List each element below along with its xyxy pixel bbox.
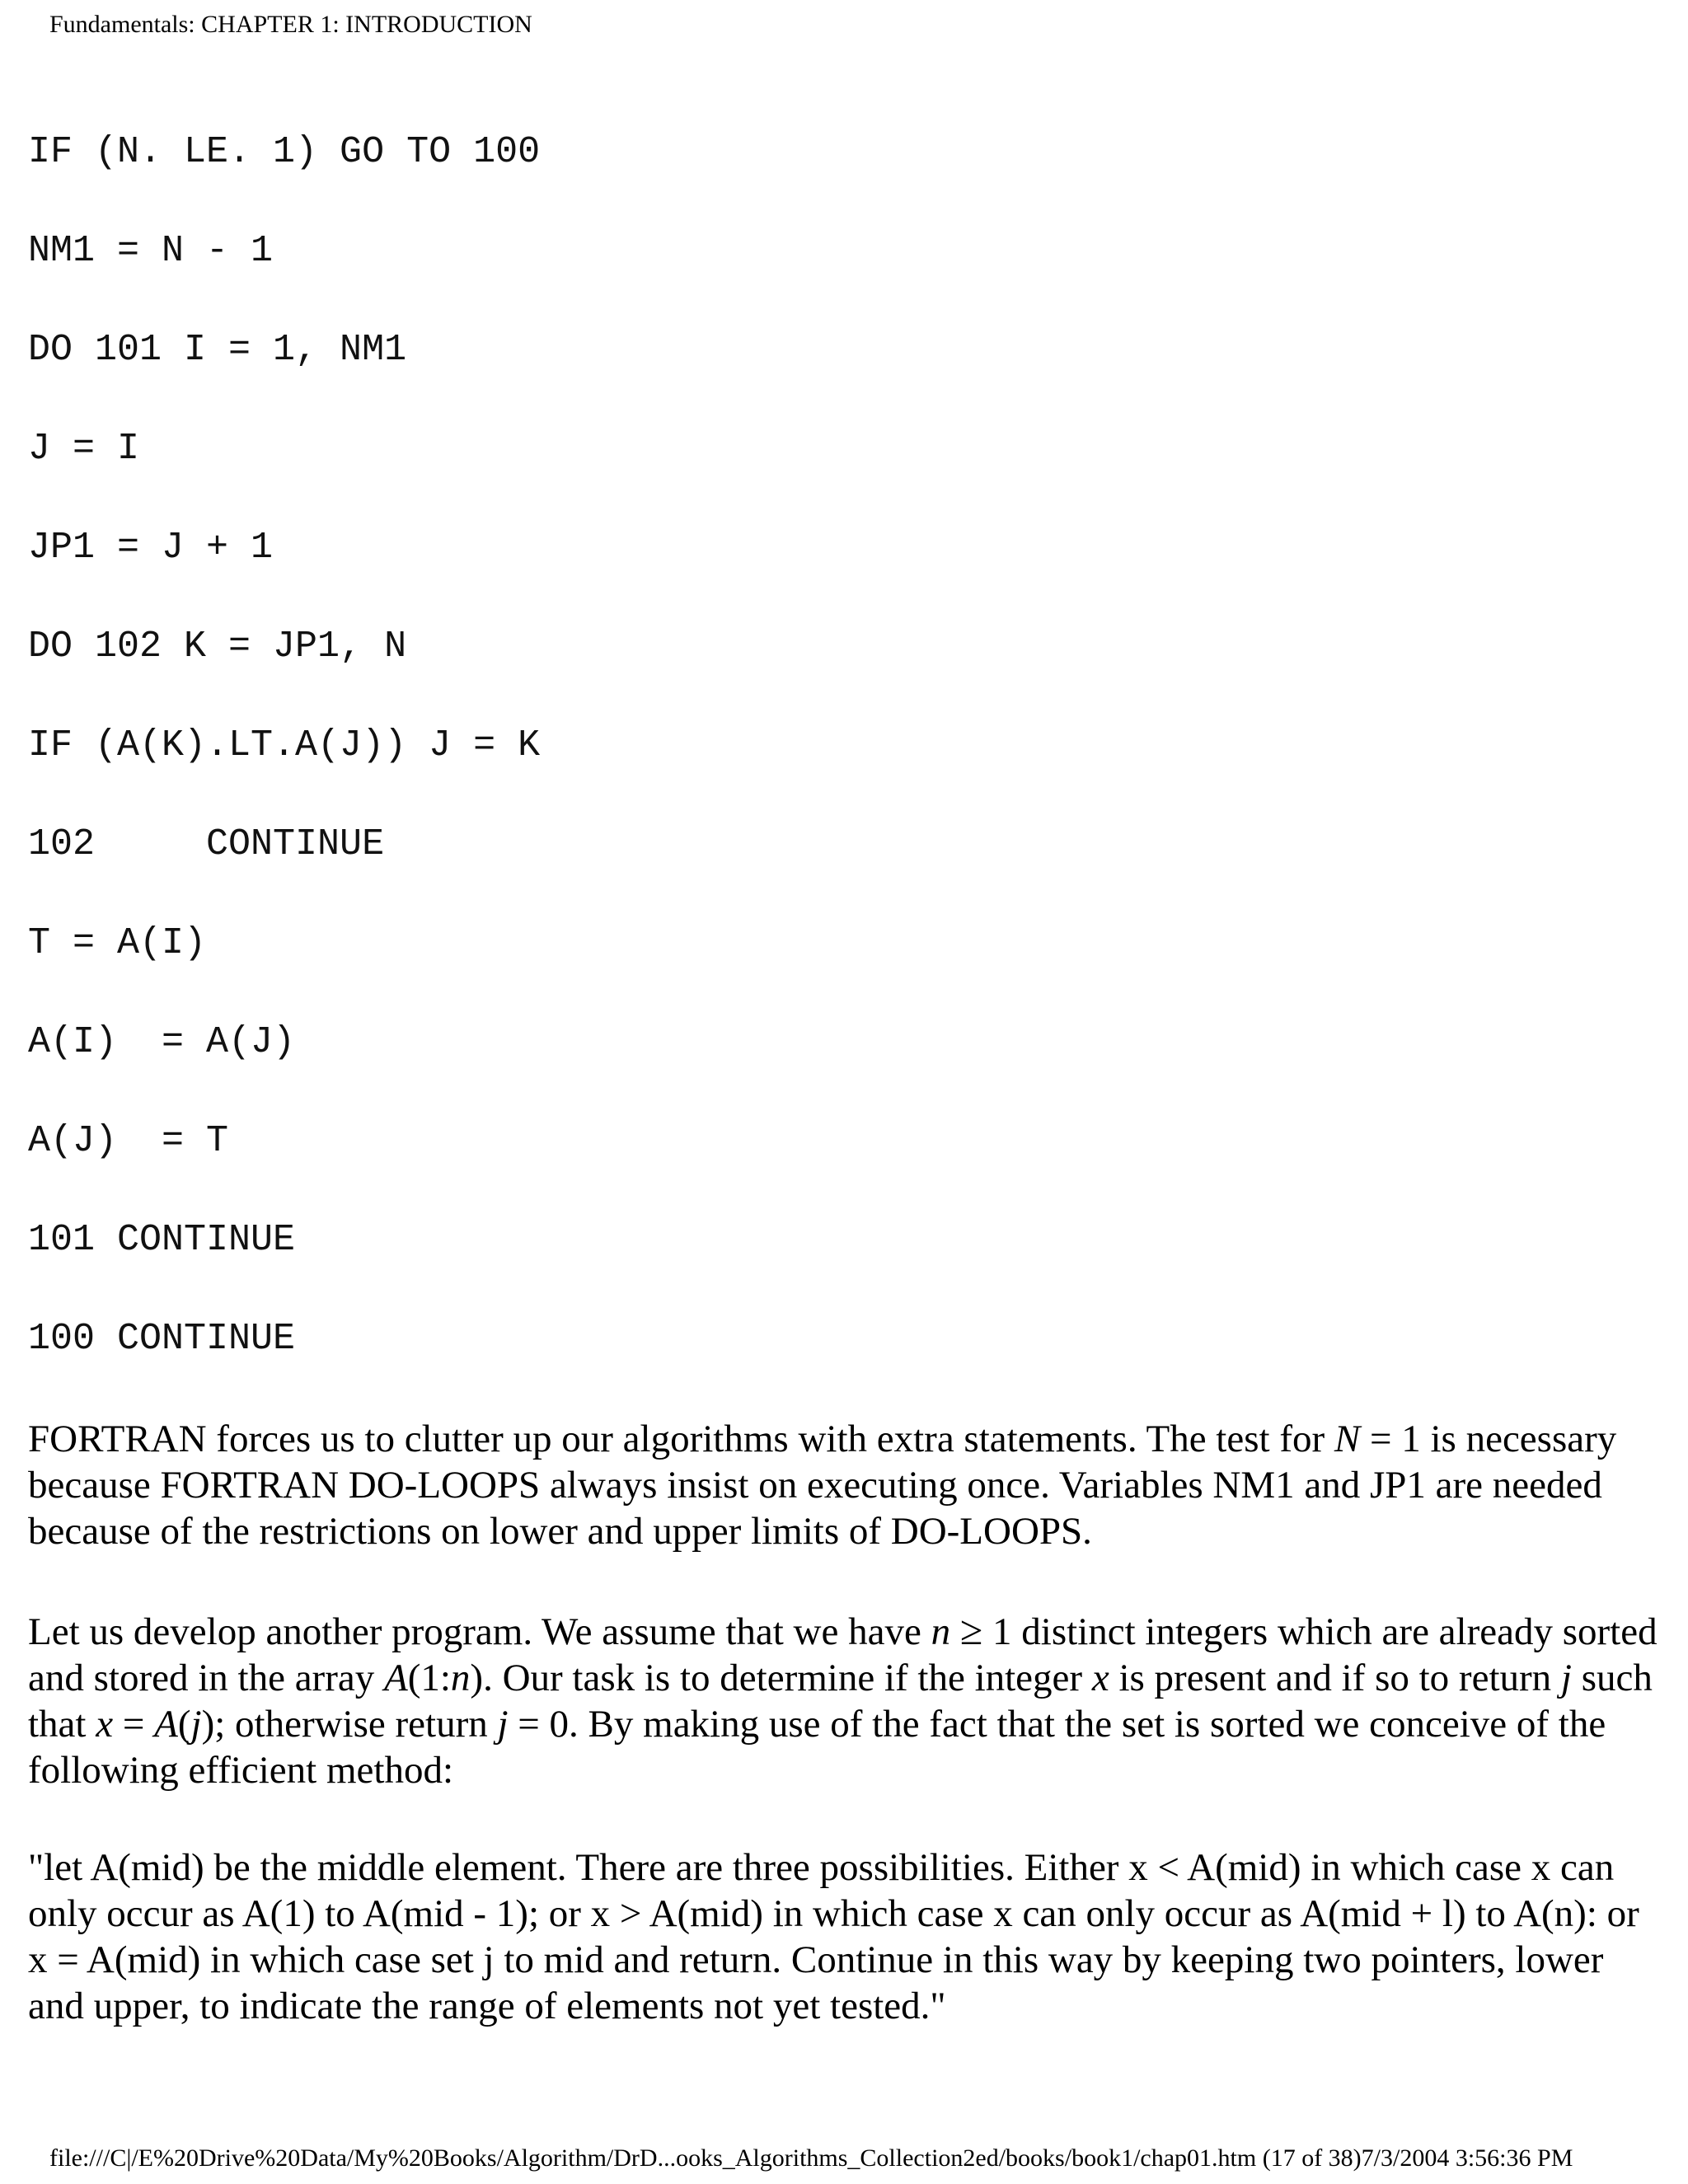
code-line: NM1 = N - 1 (28, 230, 274, 272)
variable-j: j (1560, 1657, 1572, 1699)
paragraph-binary-search-quote: "let A(mid) be the middle element. There are three possibilities. Either x < A(mid) in which case x can only occur as A(1) to A(mid - 1); or x > A(mid) in which case x can only occur as A(mid + l) to A(n): or x = A(mid) in which case set j to mid and return. Continue in this way by keeping two pointers, lower and upper, to indicate the range of elements not yet tested." (28, 1846, 1639, 2027)
array-a: A (154, 1703, 178, 1746)
text-run: 1 distinct integers which are already sorted and stored in the array (28, 1610, 1658, 1699)
array-a: A (383, 1657, 408, 1699)
variable-n: n (931, 1610, 951, 1653)
code-line: DO 101 I = 1, NM1 (28, 329, 407, 371)
variable-x: x (96, 1703, 114, 1746)
paragraph-fortran-clutter (28, 1416, 1668, 1554)
variable-j: j (190, 1703, 202, 1746)
text-run: such that (28, 1657, 1653, 1746)
fortran-code-block (28, 128, 540, 1413)
variable-n: N (1334, 1418, 1361, 1460)
paragraph-develop-program (28, 1607, 1668, 1793)
code-line: 100 CONTINUE (28, 1318, 296, 1360)
text-run: Let us develop another program. We assume that we have (28, 1610, 931, 1653)
text-run: FORTRAN forces us to clutter up our algorithms with extra statements. The test for (28, 1418, 1334, 1460)
code-line: IF (A(K).LT.A(J)) J = K (28, 724, 541, 766)
greater-equal-symbol: ≥ (959, 1607, 983, 1653)
page-header-title: Fundamentals: CHAPTER 1: INTRODUCTION (49, 11, 532, 38)
text-run: ). Our task is to determine if the integer (470, 1657, 1092, 1699)
text-run: = 1 is necessary because FORTRAN DO-LOOPS always insist on executing once. Variables NM1 and JP1 are needed because of the restrictions on lower and upper limits of DO-LOOPS. (28, 1418, 1617, 1553)
code-line: 101 CONTINUE (28, 1219, 296, 1261)
variable-x: x (1091, 1657, 1109, 1699)
text-run: = (113, 1703, 155, 1746)
code-line: A(J) = T (28, 1120, 229, 1162)
code-line: DO 102 K = JP1, N (28, 626, 407, 668)
text-run: (1: (407, 1657, 451, 1699)
code-line: JP1 = J + 1 (28, 527, 274, 569)
code-line: IF (N. LE. 1) GO TO 100 (28, 131, 541, 173)
code-line: J = I (28, 428, 140, 470)
text-run: ); otherwise return (201, 1703, 498, 1746)
variable-j: j (497, 1703, 509, 1746)
variable-n: n (450, 1657, 471, 1699)
code-line: T = A(I) (28, 922, 207, 964)
text-run: = 0. By making use of the fact that the set is sorted we conceive of the following efficient method: (28, 1703, 1606, 1792)
code-line: 102 CONTINUE (28, 823, 385, 865)
code-line: A(I) = A(J) (28, 1021, 296, 1063)
text-run: is present and if so to return (1109, 1657, 1561, 1699)
page-footer-file-path: file:///C|/E%20Drive%20Data/My%20Books/Algorithm/DrD...ooks_Algorithms_Collection2ed/books/book1/chap01.htm (17 of 38)7/3/2004 3:56:36 PM (49, 2144, 1573, 2172)
text-run: ( (177, 1703, 191, 1746)
